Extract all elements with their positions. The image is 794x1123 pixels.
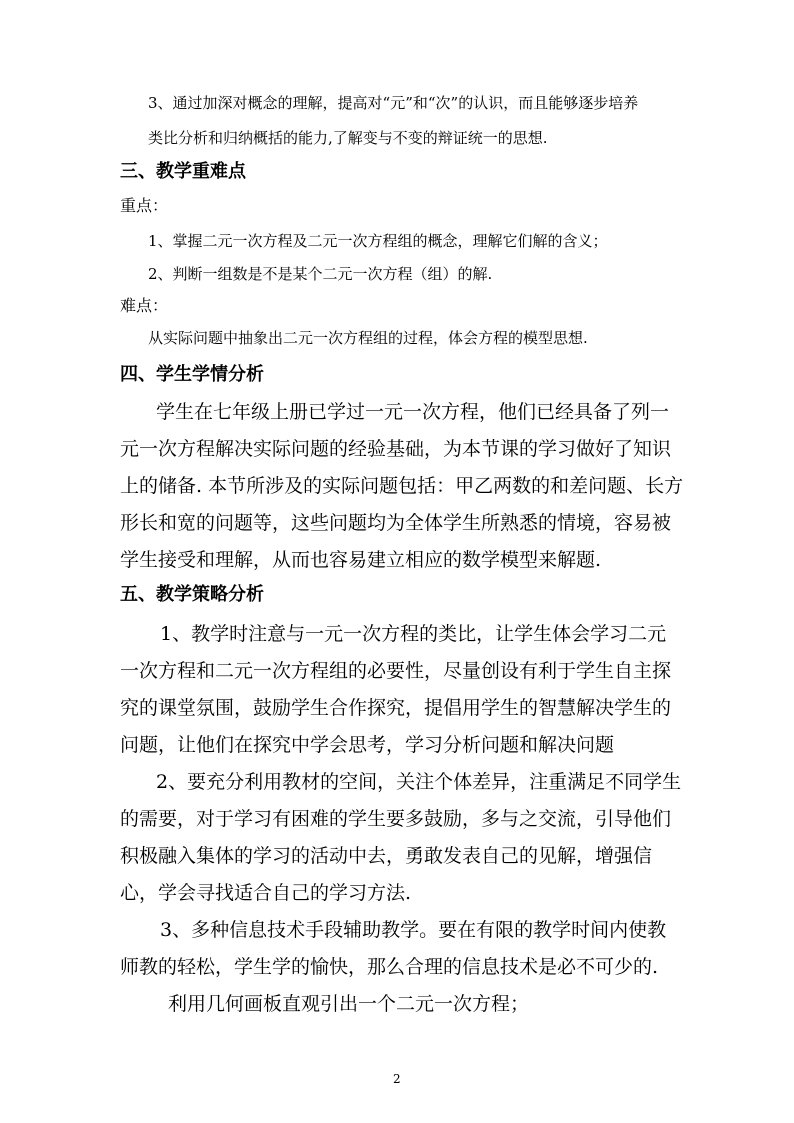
section-5-p1-line-4: 问题，让他们在探究中学会思考，学习分析问题和解决问题 (120, 734, 615, 756)
key-point-item-2: 2、判断一组数是不是某个二元一次方程（组）的解. (148, 265, 493, 283)
section-5-p1-line-1: 1、教学时注意与一元一次方程的类比，让学生体会学习二元 (160, 623, 667, 645)
key-points-label: 重点： (120, 196, 169, 215)
key-point-item-1: 1、掌握二元一次方程及二元一次方程组的概念，理解它们解的含义； (148, 232, 608, 250)
section-5-p2-line-1: 2、要充分利用教材的空间，关注个体差异，注重满足不同学生 (156, 771, 682, 793)
page-number: 2 (393, 1072, 401, 1086)
section-5-p3-line-2: 师教的轻松，学生学的愉快，那么合理的信息技术是必不可少的. (120, 956, 659, 978)
section-5-p4-line: 利用几何画板直观引出一个二元一次方程； (168, 993, 530, 1015)
section-4-title: 四、学生学情分析 (120, 364, 264, 385)
section-5-p2-line-2: 的需要，对于学习有困难的学生要多鼓励，多与之交流，引导他们 (120, 808, 672, 830)
section-5-p2-line-3: 积极融入集体的学习的活动中去，勇敢发表自己的见解，增强信 (120, 845, 653, 867)
section-4-line-5: 学生接受和理解，从而也容易建立相应的数学模型来解题. (120, 549, 602, 571)
goal-3-line-1: 3、通过加深对概念的理解，提高对“元”和“次”的认识，而且能够逐步培养 (148, 94, 639, 112)
section-4-line-4: 形长和宽的问题等，这些问题均为全体学生所熟悉的情境，容易被 (120, 512, 672, 534)
section-4-line-3: 上的储备. 本节所涉及的实际问题包括：甲乙两数的和差问题、长方 (120, 475, 684, 497)
section-5-p1-line-2: 一次方程和二元一次方程组的必要性，尽量创设有利于学生自主探 (120, 660, 672, 682)
section-5-p1-line-3: 究的课堂氛围，鼓励学生合作探究，提倡用学生的智慧解决学生的 (120, 697, 672, 719)
section-4-line-1: 学生在七年级上册已学过一元一次方程，他们已经具备了列一 (156, 401, 670, 423)
difficult-point-text: 从实际问题中抽象出二元一次方程组的过程，体会方程的模型思想. (148, 329, 588, 347)
section-5-title: 五、教学策略分析 (120, 584, 264, 605)
section-4-line-2: 元一次方程解决实际问题的经验基础，为本节课的学习做好了知识 (120, 438, 672, 460)
difficult-points-label: 难点： (120, 296, 169, 315)
section-5-p3-line-1: 3、多种信息技术手段辅助教学。要在有限的教学时间内使教 (160, 919, 667, 941)
section-5-p2-line-4: 心，学会寻找适合自己的学习方法. (120, 882, 412, 904)
goal-3-line-2: 类比分析和归纳概括的能力,了解变与不变的辩证统一的思想. (148, 129, 548, 147)
section-3-title: 三、教学重难点 (120, 161, 246, 182)
